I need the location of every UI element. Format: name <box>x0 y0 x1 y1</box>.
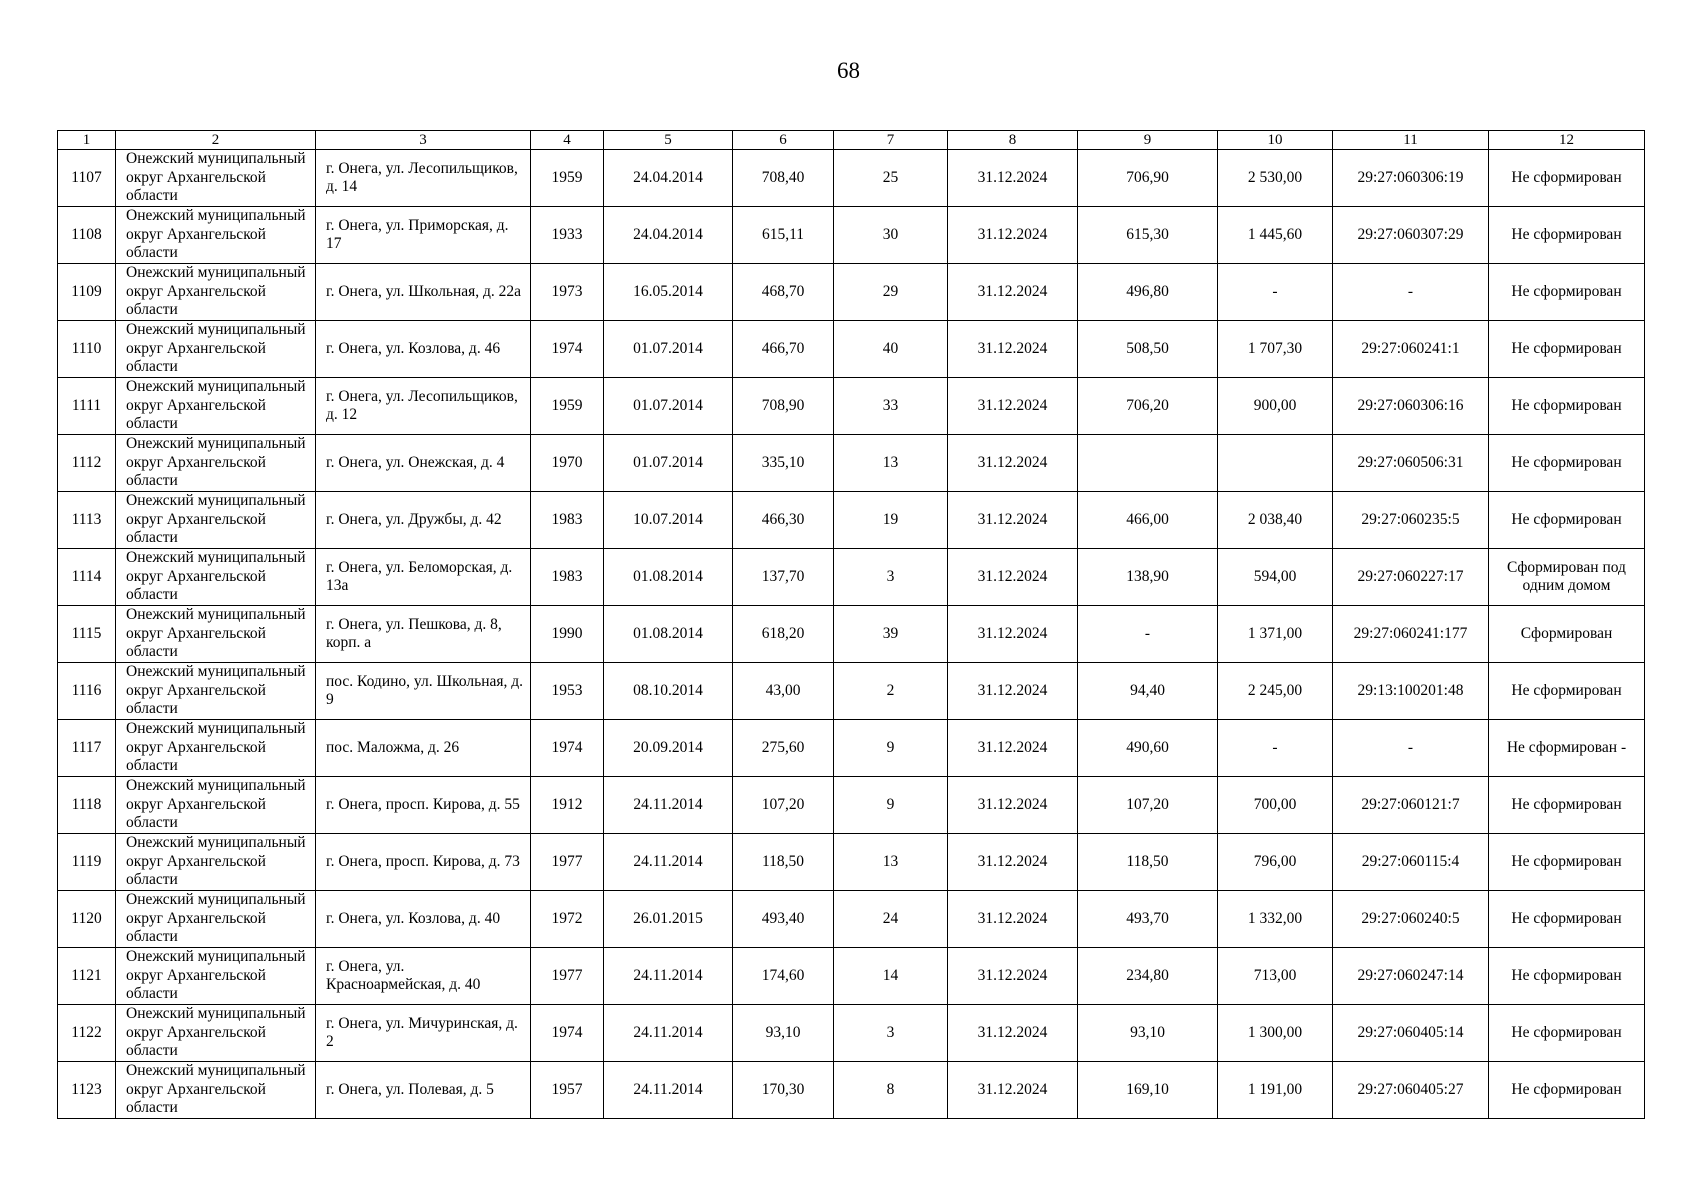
year-cell: 1959 <box>531 150 604 207</box>
date-cell: 20.09.2014 <box>604 720 733 777</box>
col8-cell: 31.12.2024 <box>948 378 1078 435</box>
year-cell: 1977 <box>531 948 604 1005</box>
col6-cell: 170,30 <box>733 1062 834 1119</box>
row-number-cell: 1113 <box>58 492 116 549</box>
date-cell: 24.04.2014 <box>604 150 733 207</box>
address-cell: г. Онега, ул. Лесопильщиков, д. 14 <box>316 150 531 207</box>
address-cell: г. Онега, ул. Полевая, д. 5 <box>316 1062 531 1119</box>
municipality-cell: Онежский муниципальный округ Архангельской области <box>116 1005 316 1062</box>
col10-cell: 713,00 <box>1218 948 1333 1005</box>
col9-cell: 93,10 <box>1078 1005 1218 1062</box>
col9-cell: 466,00 <box>1078 492 1218 549</box>
municipality-cell: Онежский муниципальный округ Архангельской области <box>116 948 316 1005</box>
col6-cell: 708,40 <box>733 150 834 207</box>
date-cell: 24.11.2014 <box>604 834 733 891</box>
col8-cell: 31.12.2024 <box>948 606 1078 663</box>
col9-cell: 496,80 <box>1078 264 1218 321</box>
col-header: 11 <box>1333 131 1489 150</box>
municipality-cell: Онежский муниципальный округ Архангельской области <box>116 549 316 606</box>
municipality-cell: Онежский муниципальный округ Архангельской области <box>116 720 316 777</box>
col-header: 2 <box>116 131 316 150</box>
table-row <box>58 435 1645 492</box>
col10-cell <box>1218 435 1333 492</box>
col6-cell: 335,10 <box>733 435 834 492</box>
year-cell: 1974 <box>531 321 604 378</box>
address-cell: г. Онега, ул. Беломорская, д. 13а <box>316 549 531 606</box>
col10-cell: 1 707,30 <box>1218 321 1333 378</box>
date-cell: 24.11.2014 <box>604 1005 733 1062</box>
cadastral-number-cell: 29:27:060247:14 <box>1333 948 1489 1005</box>
col10-cell: 594,00 <box>1218 549 1333 606</box>
municipality-cell: Онежский муниципальный округ Архангельской области <box>116 777 316 834</box>
col10-cell: 1 332,00 <box>1218 891 1333 948</box>
municipality-cell: Онежский муниципальный округ Архангельской области <box>116 264 316 321</box>
municipality-cell: Онежский муниципальный округ Архангельской области <box>116 606 316 663</box>
col10-cell: 2 245,00 <box>1218 663 1333 720</box>
col8-cell: 31.12.2024 <box>948 891 1078 948</box>
row-number-cell: 1122 <box>58 1005 116 1062</box>
col7-cell: 30 <box>834 207 948 264</box>
address-cell: г. Онега, ул. Онежская, д. 4 <box>316 435 531 492</box>
row-number-cell: 1121 <box>58 948 116 1005</box>
municipality-cell: Онежский муниципальный округ Архангельской области <box>116 492 316 549</box>
status-cell: Не сформирован <box>1489 1005 1645 1062</box>
col9-cell: - <box>1078 606 1218 663</box>
row-number-cell: 1116 <box>58 663 116 720</box>
cadastral-number-cell: 29:27:060241:177 <box>1333 606 1489 663</box>
col6-cell: 275,60 <box>733 720 834 777</box>
cadastral-number-cell: 29:27:060227:17 <box>1333 549 1489 606</box>
table-row <box>58 264 1645 321</box>
date-cell: 08.10.2014 <box>604 663 733 720</box>
col-header: 5 <box>604 131 733 150</box>
col8-cell: 31.12.2024 <box>948 663 1078 720</box>
col9-cell: 508,50 <box>1078 321 1218 378</box>
row-number-cell: 1120 <box>58 891 116 948</box>
col6-cell: 493,40 <box>733 891 834 948</box>
col8-cell: 31.12.2024 <box>948 492 1078 549</box>
col7-cell: 2 <box>834 663 948 720</box>
col9-cell: 493,70 <box>1078 891 1218 948</box>
table-row <box>58 321 1645 378</box>
housing-register-table <box>57 130 1645 1119</box>
col-header: 4 <box>531 131 604 150</box>
date-cell: 01.08.2014 <box>604 549 733 606</box>
col7-cell: 3 <box>834 549 948 606</box>
col7-cell: 9 <box>834 720 948 777</box>
col7-cell: 13 <box>834 435 948 492</box>
cadastral-number-cell: 29:27:060306:19 <box>1333 150 1489 207</box>
municipality-cell: Онежский муниципальный округ Архангельской области <box>116 435 316 492</box>
year-cell: 1974 <box>531 1005 604 1062</box>
col6-cell: 615,11 <box>733 207 834 264</box>
col6-cell: 708,90 <box>733 378 834 435</box>
date-cell: 10.07.2014 <box>604 492 733 549</box>
column-number-row <box>58 131 1645 150</box>
row-number-cell: 1111 <box>58 378 116 435</box>
year-cell: 1953 <box>531 663 604 720</box>
table-row <box>58 777 1645 834</box>
municipality-cell: Онежский муниципальный округ Архангельской области <box>116 663 316 720</box>
col8-cell: 31.12.2024 <box>948 834 1078 891</box>
col9-cell: 234,80 <box>1078 948 1218 1005</box>
status-cell: Не сформирован <box>1489 777 1645 834</box>
municipality-cell: Онежский муниципальный округ Архангельской области <box>116 834 316 891</box>
col6-cell: 466,70 <box>733 321 834 378</box>
municipality-cell: Онежский муниципальный округ Архангельской области <box>116 378 316 435</box>
municipality-cell: Онежский муниципальный округ Архангельской области <box>116 891 316 948</box>
cadastral-number-cell: 29:27:060115:4 <box>1333 834 1489 891</box>
address-cell: г. Онега, ул. Приморская, д. 17 <box>316 207 531 264</box>
year-cell: 1959 <box>531 378 604 435</box>
col8-cell: 31.12.2024 <box>948 549 1078 606</box>
col-header: 12 <box>1489 131 1645 150</box>
col-header: 1 <box>58 131 116 150</box>
address-cell: г. Онега, просп. Кирова, д. 73 <box>316 834 531 891</box>
col7-cell: 40 <box>834 321 948 378</box>
col9-cell <box>1078 435 1218 492</box>
address-cell: г. Онега, ул. Школьная, д. 22а <box>316 264 531 321</box>
address-cell: г. Онега, ул. Козлова, д. 40 <box>316 891 531 948</box>
table-row <box>58 720 1645 777</box>
row-number-cell: 1123 <box>58 1062 116 1119</box>
date-cell: 24.04.2014 <box>604 207 733 264</box>
date-cell: 01.07.2014 <box>604 435 733 492</box>
address-cell: г. Онега, ул. Козлова, д. 46 <box>316 321 531 378</box>
col8-cell: 31.12.2024 <box>948 948 1078 1005</box>
col10-cell: 796,00 <box>1218 834 1333 891</box>
year-cell: 1990 <box>531 606 604 663</box>
col-header: 10 <box>1218 131 1333 150</box>
status-cell: Не сформирован - <box>1489 720 1645 777</box>
col7-cell: 9 <box>834 777 948 834</box>
year-cell: 1983 <box>531 492 604 549</box>
col6-cell: 118,50 <box>733 834 834 891</box>
date-cell: 24.11.2014 <box>604 1062 733 1119</box>
row-number-cell: 1117 <box>58 720 116 777</box>
col9-cell: 107,20 <box>1078 777 1218 834</box>
table-row <box>58 834 1645 891</box>
date-cell: 24.11.2014 <box>604 948 733 1005</box>
col-header: 8 <box>948 131 1078 150</box>
row-number-cell: 1110 <box>58 321 116 378</box>
cadastral-number-cell: 29:27:060405:27 <box>1333 1062 1489 1119</box>
col-header: 7 <box>834 131 948 150</box>
col6-cell: 107,20 <box>733 777 834 834</box>
col10-cell: 1 191,00 <box>1218 1062 1333 1119</box>
date-cell: 01.07.2014 <box>604 378 733 435</box>
col8-cell: 31.12.2024 <box>948 207 1078 264</box>
date-cell: 26.01.2015 <box>604 891 733 948</box>
status-cell: Не сформирован <box>1489 435 1645 492</box>
cadastral-number-cell: 29:27:060235:5 <box>1333 492 1489 549</box>
cadastral-number-cell: 29:27:060121:7 <box>1333 777 1489 834</box>
table-row <box>58 378 1645 435</box>
address-cell: г. Онега, ул. Красноармейская, д. 40 <box>316 948 531 1005</box>
col10-cell: 2 038,40 <box>1218 492 1333 549</box>
col8-cell: 31.12.2024 <box>948 1062 1078 1119</box>
col-header: 6 <box>733 131 834 150</box>
status-cell: Не сформирован <box>1489 492 1645 549</box>
col9-cell: 706,90 <box>1078 150 1218 207</box>
col10-cell: 1 445,60 <box>1218 207 1333 264</box>
page-number: 68 <box>837 58 860 83</box>
col6-cell: 468,70 <box>733 264 834 321</box>
col8-cell: 31.12.2024 <box>948 1005 1078 1062</box>
cadastral-number-cell: 29:27:060306:16 <box>1333 378 1489 435</box>
col-header: 9 <box>1078 131 1218 150</box>
table-row <box>58 1005 1645 1062</box>
cadastral-number-cell: 29:13:100201:48 <box>1333 663 1489 720</box>
cadastral-number-cell: 29:27:060506:31 <box>1333 435 1489 492</box>
col7-cell: 14 <box>834 948 948 1005</box>
date-cell: 16.05.2014 <box>604 264 733 321</box>
municipality-cell: Онежский муниципальный округ Архангельской области <box>116 1062 316 1119</box>
address-cell: г. Онега, ул. Пешкова, д. 8, корп. а <box>316 606 531 663</box>
address-cell: пос. Маложма, д. 26 <box>316 720 531 777</box>
row-number-cell: 1114 <box>58 549 116 606</box>
row-number-cell: 1109 <box>58 264 116 321</box>
status-cell: Сформирован <box>1489 606 1645 663</box>
col7-cell: 33 <box>834 378 948 435</box>
col9-cell: 169,10 <box>1078 1062 1218 1119</box>
table-row <box>58 663 1645 720</box>
col10-cell: - <box>1218 264 1333 321</box>
year-cell: 1972 <box>531 891 604 948</box>
table-row <box>58 891 1645 948</box>
col7-cell: 19 <box>834 492 948 549</box>
address-cell: г. Онега, просп. Кирова, д. 55 <box>316 777 531 834</box>
status-cell: Не сформирован <box>1489 378 1645 435</box>
date-cell: 01.08.2014 <box>604 606 733 663</box>
year-cell: 1912 <box>531 777 604 834</box>
status-cell: Не сформирован <box>1489 264 1645 321</box>
table-row <box>58 948 1645 1005</box>
status-cell: Сформирован под одним домом <box>1489 549 1645 606</box>
col8-cell: 31.12.2024 <box>948 321 1078 378</box>
col7-cell: 8 <box>834 1062 948 1119</box>
municipality-cell: Онежский муниципальный округ Архангельской области <box>116 321 316 378</box>
status-cell: Не сформирован <box>1489 663 1645 720</box>
col10-cell: 700,00 <box>1218 777 1333 834</box>
row-number-cell: 1112 <box>58 435 116 492</box>
col8-cell: 31.12.2024 <box>948 264 1078 321</box>
date-cell: 24.11.2014 <box>604 777 733 834</box>
col7-cell: 13 <box>834 834 948 891</box>
address-cell: г. Онега, ул. Мичуринская, д. 2 <box>316 1005 531 1062</box>
col6-cell: 174,60 <box>733 948 834 1005</box>
col8-cell: 31.12.2024 <box>948 720 1078 777</box>
col-header: 3 <box>316 131 531 150</box>
year-cell: 1973 <box>531 264 604 321</box>
cadastral-number-cell: - <box>1333 720 1489 777</box>
table-row <box>58 207 1645 264</box>
row-number-cell: 1108 <box>58 207 116 264</box>
cadastral-number-cell: 29:27:060405:14 <box>1333 1005 1489 1062</box>
address-cell: г. Онега, ул. Дружбы, д. 42 <box>316 492 531 549</box>
col6-cell: 43,00 <box>733 663 834 720</box>
col6-cell: 93,10 <box>733 1005 834 1062</box>
status-cell: Не сформирован <box>1489 207 1645 264</box>
status-cell: Не сформирован <box>1489 834 1645 891</box>
col9-cell: 706,20 <box>1078 378 1218 435</box>
col10-cell: 1 371,00 <box>1218 606 1333 663</box>
year-cell: 1974 <box>531 720 604 777</box>
col9-cell: 138,90 <box>1078 549 1218 606</box>
cadastral-number-cell: - <box>1333 264 1489 321</box>
col6-cell: 466,30 <box>733 492 834 549</box>
table-row <box>58 549 1645 606</box>
status-cell: Не сформирован <box>1489 150 1645 207</box>
date-cell: 01.07.2014 <box>604 321 733 378</box>
status-cell: Не сформирован <box>1489 948 1645 1005</box>
col7-cell: 3 <box>834 1005 948 1062</box>
table-row <box>58 606 1645 663</box>
municipality-cell: Онежский муниципальный округ Архангельской области <box>116 150 316 207</box>
col9-cell: 94,40 <box>1078 663 1218 720</box>
cadastral-number-cell: 29:27:060241:1 <box>1333 321 1489 378</box>
col7-cell: 24 <box>834 891 948 948</box>
year-cell: 1977 <box>531 834 604 891</box>
col9-cell: 615,30 <box>1078 207 1218 264</box>
status-cell: Не сформирован <box>1489 1062 1645 1119</box>
row-number-cell: 1107 <box>58 150 116 207</box>
col10-cell: 2 530,00 <box>1218 150 1333 207</box>
col7-cell: 29 <box>834 264 948 321</box>
status-cell: Не сформирован <box>1489 321 1645 378</box>
col6-cell: 137,70 <box>733 549 834 606</box>
status-cell: Не сформирован <box>1489 891 1645 948</box>
col9-cell: 490,60 <box>1078 720 1218 777</box>
col8-cell: 31.12.2024 <box>948 435 1078 492</box>
col10-cell: 1 300,00 <box>1218 1005 1333 1062</box>
col6-cell: 618,20 <box>733 606 834 663</box>
cadastral-number-cell: 29:27:060307:29 <box>1333 207 1489 264</box>
col9-cell: 118,50 <box>1078 834 1218 891</box>
row-number-cell: 1119 <box>58 834 116 891</box>
col10-cell: - <box>1218 720 1333 777</box>
cadastral-number-cell: 29:27:060240:5 <box>1333 891 1489 948</box>
year-cell: 1983 <box>531 549 604 606</box>
address-cell: пос. Кодино, ул. Школьная, д. 9 <box>316 663 531 720</box>
col8-cell: 31.12.2024 <box>948 777 1078 834</box>
table-row <box>58 1062 1645 1119</box>
row-number-cell: 1118 <box>58 777 116 834</box>
municipality-cell: Онежский муниципальный округ Архангельской области <box>116 207 316 264</box>
year-cell: 1933 <box>531 207 604 264</box>
year-cell: 1957 <box>531 1062 604 1119</box>
col7-cell: 25 <box>834 150 948 207</box>
col10-cell: 900,00 <box>1218 378 1333 435</box>
address-cell: г. Онега, ул. Лесопильщиков, д. 12 <box>316 378 531 435</box>
year-cell: 1970 <box>531 435 604 492</box>
row-number-cell: 1115 <box>58 606 116 663</box>
table-row <box>58 150 1645 207</box>
table-row <box>58 492 1645 549</box>
col7-cell: 39 <box>834 606 948 663</box>
col8-cell: 31.12.2024 <box>948 150 1078 207</box>
